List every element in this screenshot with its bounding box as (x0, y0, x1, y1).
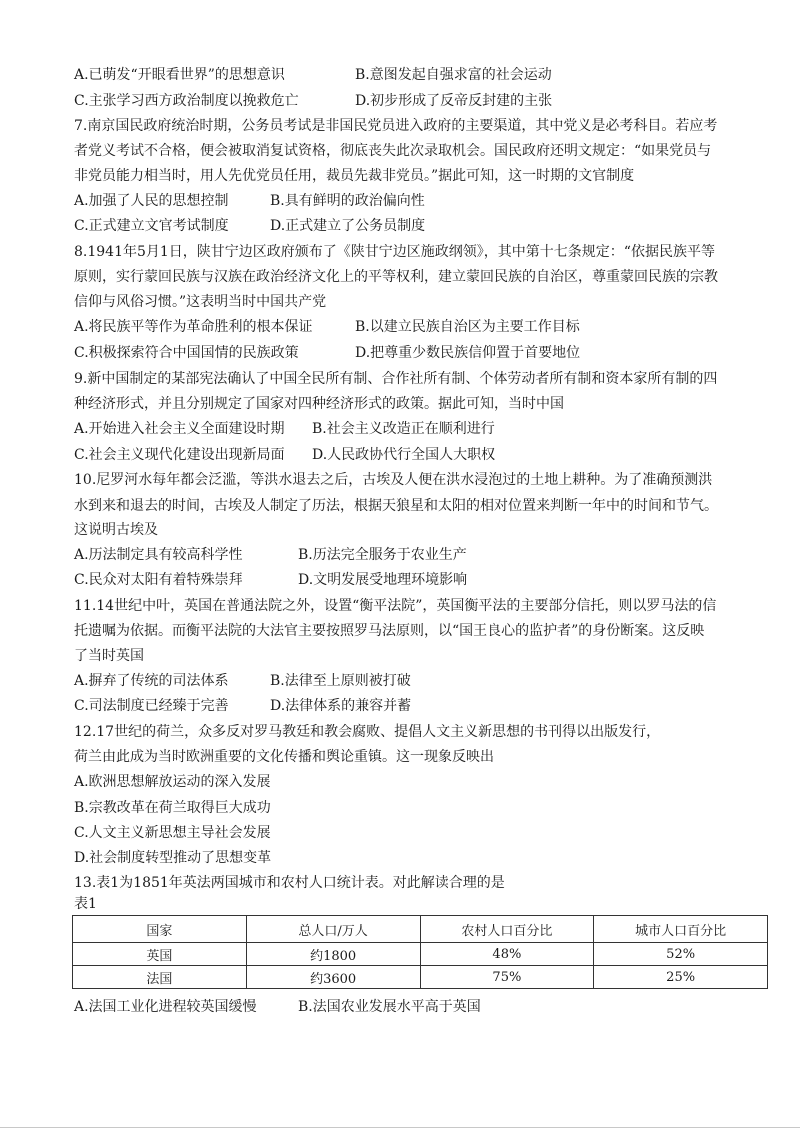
q9-option-a: A.开始进入社会主义全面建设时期 (74, 421, 285, 437)
table-row (73, 943, 768, 966)
q9-option-c: C.社会主义现代化建设出现新局面 (74, 447, 285, 463)
q6-option-d: D.初步形成了反帝反封建的主张 (355, 93, 553, 109)
q11-stem-line: 托遗嘱为依据。而衡平法院的大法官主要按照罗马法原则，以“国王良心的监护者”的身份断案。这反映 (74, 623, 705, 639)
q12-option-b: B.宗教改革在荷兰取得巨大成功 (74, 800, 271, 816)
q8-option-b: B.以建立民族自治区为主要工作目标 (355, 319, 580, 335)
q7-stem-line: 非党员能力相当时，用人先优党员任用，裁员先裁非党员。”据此可知，这一时期的文官制度 (74, 168, 635, 184)
q8-stem-line: 8.1941年5月1日，陕甘宁边区政府颁布了《陕甘宁边区施政纲领》，其中第十七条规定：“依据民族平等 (74, 244, 715, 260)
q10-option-c: C.民众对太阳有着特殊崇拜 (74, 572, 243, 588)
q9-stem-line: 9.新中国制定的某部宪法确认了中国全民所有制、合作社所有制、个体劳动者所有制和资本家所有制的四 (74, 371, 718, 387)
q11-option-b: B.法律至上原则被打破 (270, 673, 411, 689)
q10-stem-line: 这说明古埃及 (74, 522, 158, 538)
q8-option-c: C.积极探索符合中国国情的民族政策 (74, 345, 299, 361)
q11-option-c: C.司法制度已经臻于完善 (74, 698, 229, 714)
q11-stem-line: 了当时英国 (74, 648, 144, 664)
q7-option-d: D.正式建立了公务员制度 (270, 218, 426, 234)
q13-option-a: A.法国工业化进程较英国缓慢 (74, 999, 257, 1015)
q10-stem-line: 水到来和退去的时间，古埃及人制定了历法，根据天狼星和太阳的相对位置来判断一年中的时间和节气。 (74, 498, 718, 514)
q12-stem-line: 12.17世纪的荷兰，众多反对罗马教廷和教会腐败、提倡人文主义新思想的书刊得以出版发行， (74, 724, 661, 740)
q8-stem-line: 信仰与风俗习惯。”这表明当时中国共产党 (74, 294, 327, 310)
q8-option-a: A.将民族平等作为革命胜利的根本保证 (74, 319, 313, 335)
table-cell: 52% (594, 943, 768, 966)
table-caption: 表1 (74, 896, 97, 912)
table-header-cell: 国家 (73, 916, 247, 943)
table-cell: 英国 (73, 943, 247, 966)
q11-stem-line: 11.14世纪中叶，英国在普通法院之外，设置“衡平法院”，英国衡平法的主要部分信托，则以罗马法的信 (74, 598, 717, 614)
table-cell: 约1800 (246, 943, 420, 966)
population-table (72, 915, 768, 989)
q7-option-c: C.正式建立文官考试制度 (74, 218, 229, 234)
q11-option-d: D.法律体系的兼容并蓄 (270, 698, 412, 714)
q8-option-d: D.把尊重少数民族信仰置于首要地位 (355, 345, 581, 361)
q10-option-b: B.历法完全服务于农业生产 (298, 547, 467, 563)
q10-option-d: D.文明发展受地理环境影响 (298, 572, 468, 588)
q6-option-b: B.意图发起自强求富的社会运动 (355, 67, 552, 83)
q9-stem-line: 种经济形式，并且分别规定了国家对四种经济形式的政策。据此可知，当时中国 (74, 396, 564, 412)
page-bottom-divider (0, 1127, 800, 1128)
q12-option-d: D.社会制度转型推动了思想变革 (74, 850, 272, 866)
q7-option-a: A.加强了人民的思想控制 (74, 193, 229, 209)
q12-option-a: A.欧洲思想解放运动的深入发展 (74, 774, 271, 790)
q8-stem-line: 原则，实行蒙回民族与汉族在政治经济文化上的平等权利，建立蒙回民族的自治区，尊重蒙回民族的宗教 (74, 269, 718, 285)
q9-option-b: B.社会主义改造正在顺利进行 (312, 421, 495, 437)
q7-stem-line: 7.南京国民政府统治时期，公务员考试是非国民党员进入政府的主要渠道，其中党义是必考科目。若应考 (74, 118, 718, 134)
q9-option-d: D.人民政协代行全国人大职权 (312, 447, 496, 463)
q7-option-b: B.具有鲜明的政治偏向性 (270, 193, 425, 209)
q12-option-c: C.人文主义新思想主导社会发展 (74, 825, 271, 841)
table-header-cell: 城市人口百分比 (594, 916, 768, 943)
table-cell: 法国 (73, 966, 247, 989)
q7-stem-line: 者党义考试不合格，便会被取消复试资格，彻底丧失此次录取机会。国民政府还明文规定：“如果党员与 (74, 143, 712, 159)
q13-stem: 13.表1为1851年英法两国城市和农村人口统计表。对此解读合理的是 (74, 875, 505, 891)
q11-option-a: A.摒弃了传统的司法体系 (74, 673, 229, 689)
q10-option-a: A.历法制定具有较高科学性 (74, 547, 243, 563)
table-header-cell: 农村人口百分比 (420, 916, 594, 943)
table-cell: 约3600 (246, 966, 420, 989)
q13-option-b: B.法国农业发展水平高于英国 (298, 999, 481, 1015)
table-cell: 75% (420, 966, 594, 989)
table-header-cell: 总人口/万人 (246, 916, 420, 943)
q10-stem-line: 10.尼罗河水每年都会泛滥，等洪水退去之后，古埃及人便在洪水浸泡过的土地上耕种。为了准确预测洪 (74, 472, 713, 488)
table-row (73, 966, 768, 989)
q6-option-a: A.已萌发“开眼看世界”的思想意识 (74, 67, 285, 83)
q12-stem-line: 荷兰由此成为当时欧洲重要的文化传播和舆论重镇。这一现象反映出 (74, 749, 494, 765)
table-cell: 48% (420, 943, 594, 966)
table-header-row (73, 916, 768, 943)
table-cell: 25% (594, 966, 768, 989)
q6-option-c: C.主张学习西方政治制度以挽救危亡 (74, 93, 299, 109)
